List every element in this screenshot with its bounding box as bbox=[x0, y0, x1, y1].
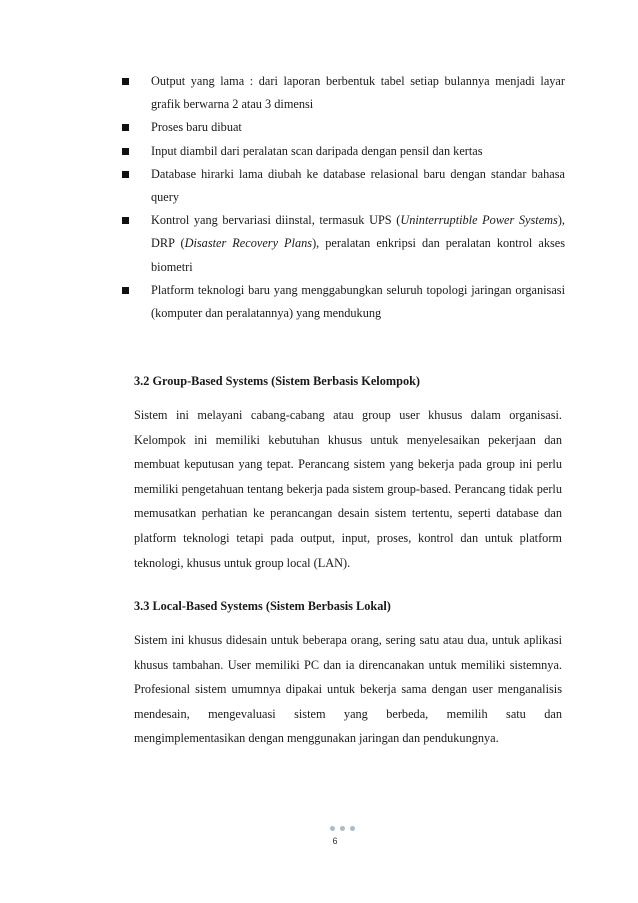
square-bullet-icon bbox=[122, 171, 129, 178]
square-bullet-icon bbox=[122, 78, 129, 85]
square-bullet-icon bbox=[122, 287, 129, 294]
bullet-text-part: ), DRP ( bbox=[151, 213, 565, 251]
bullet-italic-term: Uninterruptible Power Systems bbox=[400, 213, 558, 228]
section-local-based bbox=[134, 597, 562, 751]
section-heading: 3.3 Local-Based Systems (Sistem Berbasis Lokal) bbox=[134, 599, 391, 613]
footer-dots-ornament bbox=[330, 826, 355, 831]
list-item bbox=[120, 140, 565, 163]
list-item bbox=[120, 163, 565, 209]
page-number: 6 bbox=[332, 836, 338, 846]
list-item bbox=[120, 116, 565, 139]
bullet-text: Proses baru dibuat bbox=[151, 120, 242, 135]
bullet-text-part: Kontrol yang bervariasi diinstal, termasuk UPS ( bbox=[151, 213, 401, 228]
dot-icon bbox=[350, 826, 355, 831]
list-item bbox=[120, 209, 565, 279]
square-bullet-icon bbox=[122, 148, 129, 155]
bullet-italic-term: Disaster Recovery Plans bbox=[184, 236, 313, 251]
bullet-text: Input diambil dari peralatan scan daripada dengan pensil dan kertas bbox=[151, 143, 483, 158]
square-bullet-icon bbox=[122, 124, 129, 131]
square-bullet-icon bbox=[122, 217, 129, 224]
bullet-text: Output yang lama : dari laporan berbentuk tabel setiap bulannya menjadi layar grafik berwarna 2 atau 3 dimensi bbox=[151, 74, 565, 112]
bullet-text: Platform teknologi baru yang menggabungkan seluruh topologi jaringan organisasi (komputer dan peralatannya) yang mendukung bbox=[151, 282, 565, 321]
section-paragraph: Sistem ini melayani cabang-cabang atau group user khusus dalam organisasi. Kelompok ini memiliki kebutuhan khusus untuk menyelesaikan pekerjaan dan membuat keputusan yang tepat. Perancang sistem yang bekerja pada group ini perlu memiliki pengetahuan tentang bekerja pada sistem group-based. Perancang tidak perlu memusatkan perhatian ke perancangan desain sistem tertentu, seperti database dan platform teknologi tetapi pada output, input, proses, kontrol dan untuk platform teknologi, khusus untuk group local (LAN). bbox=[134, 408, 562, 570]
dot-icon bbox=[340, 826, 345, 831]
section-heading: 3.2 Group-Based Systems (Sistem Berbasis Kelompok) bbox=[134, 374, 421, 388]
dot-icon bbox=[330, 826, 335, 831]
section-group-based bbox=[134, 372, 562, 575]
bullet-text: Database hirarki lama diubah ke database relasional baru dengan standar bahasa query bbox=[151, 166, 565, 205]
bullet-text-part: ), peralatan enkripsi dan peralatan kontrol akses biometri bbox=[151, 236, 565, 274]
bullet-list bbox=[120, 70, 565, 325]
list-item bbox=[120, 70, 565, 116]
section-paragraph: Sistem ini khusus didesain untuk beberapa orang, sering satu atau dua, untuk aplikasi khusus tambahan. User memiliki PC dan ia direncanakan untuk memiliki sistemnya. Profesional sistem umumnya dipakai untuk bekerja sama dengan user menganalisis mendesain, mengevaluasi sistem yang berbeda, memilih satu dan mengimplementasikan dengan menggunakan jaringan dan pendukungnya. bbox=[134, 633, 562, 746]
list-item bbox=[120, 279, 565, 325]
